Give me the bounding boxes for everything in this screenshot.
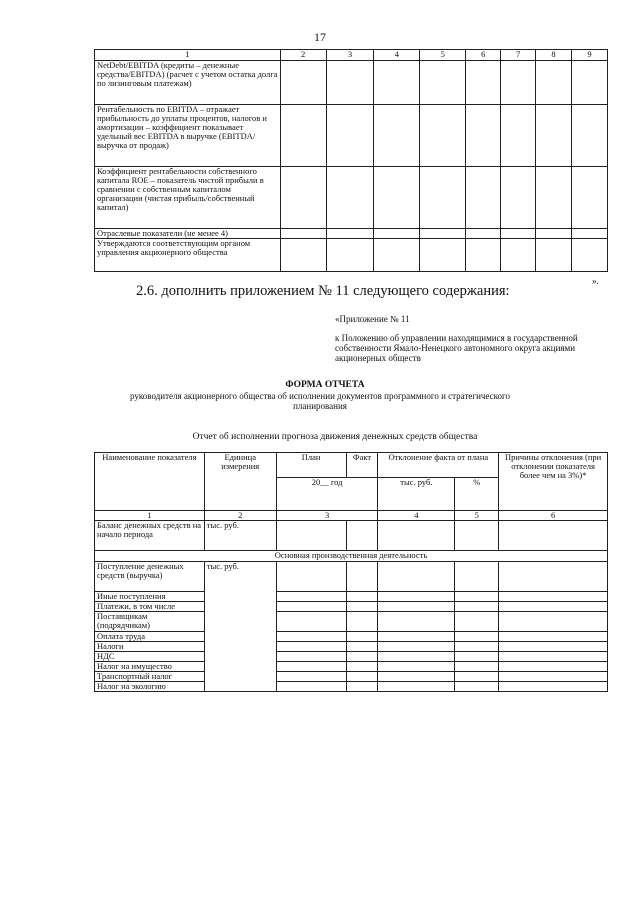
table-row <box>95 562 608 592</box>
form-title: ФОРМА ОТЧЕТА <box>285 380 365 390</box>
table-row <box>95 61 608 105</box>
table-row <box>95 229 608 239</box>
col-header: 9 <box>572 50 608 61</box>
row-label: Налог на экологию <box>95 682 205 692</box>
col-number: 4 <box>378 511 455 521</box>
row-label: Поступление денежных средств (выручка) <box>95 562 205 592</box>
row-label: НДС <box>95 652 205 662</box>
closing-quote: ». <box>592 276 599 286</box>
row-label: Платежи, в том числе <box>95 602 205 612</box>
table-row <box>95 592 608 602</box>
header-plan: План <box>276 453 346 478</box>
header-fact: Факт <box>346 453 378 478</box>
table-row <box>95 662 608 672</box>
table-row <box>95 682 608 692</box>
col-header: 1 <box>95 50 281 61</box>
row-label: Баланс денежных средств на начало периода <box>95 521 205 551</box>
appendix-title: «Приложение № 11 <box>335 314 410 324</box>
section-heading: 2.6. дополнить приложением № 11 следующего содержания: <box>136 283 510 299</box>
table-row <box>95 642 608 652</box>
table-row <box>95 602 608 612</box>
appendix-subtitle: к Положению об управлении находящимися в государственной собственности Ямало-Ненецкого автономного округа акциями акционерных обществ <box>335 333 578 363</box>
header-unit: Единица измерения <box>204 453 276 511</box>
col-number: 2 <box>204 511 276 521</box>
row-label: Налоги <box>95 642 205 652</box>
row-label: Транспортный налог <box>95 672 205 682</box>
table-header-row <box>95 453 608 478</box>
table-row <box>95 652 608 662</box>
report-title: Отчет об исполнении прогноза движения денежных средств общества <box>192 432 478 442</box>
col-header: 2 <box>280 50 326 61</box>
row-label: Поставщикам (подрядчикам) <box>95 612 205 632</box>
col-header: 3 <box>326 50 374 61</box>
header-name: Наименование показателя <box>95 453 205 511</box>
col-header: 8 <box>536 50 572 61</box>
row-label: Утверждаются соответствующим органом управления акционерного общества <box>95 239 281 272</box>
col-number: 1 <box>95 511 205 521</box>
row-label: Отраслевые показатели (не менее 4) <box>95 229 281 239</box>
indicators-table <box>94 49 608 272</box>
col-header: 7 <box>501 50 536 61</box>
row-unit: тыс. руб. <box>204 521 276 551</box>
row-label: Коэффициент рентабельности собственного капитала ROE – показатель чистой прибыли в сравнении с собственным капиталом организации (чистая прибыль/собственный капитал) <box>95 167 281 229</box>
col-number: 6 <box>499 511 608 521</box>
col-number: 5 <box>455 511 499 521</box>
row-label: Оплата труда <box>95 632 205 642</box>
table-row <box>95 672 608 682</box>
table-header-row <box>95 50 608 61</box>
header-rub: тыс. руб. <box>378 478 455 511</box>
col-header: 4 <box>374 50 420 61</box>
header-pct: % <box>455 478 499 511</box>
col-header: 5 <box>420 50 466 61</box>
form-subtitle: руководителя акционерного общества об исполнении документов программного и стратегического планирования <box>129 391 511 411</box>
row-label: Рентабельность по EBITDA – отражает прибыльность до уплаты процентов, налогов и амортизации – коэффициент показывает удельный вес EBITDA в выручке (EBITDA/выручка от продаж) <box>95 105 281 167</box>
table-row <box>95 632 608 642</box>
table-row <box>95 521 608 551</box>
page-number: 17 <box>314 30 326 44</box>
section-label: Основная производственная деятельность <box>95 551 608 562</box>
section-row <box>95 551 608 562</box>
cashflow-table <box>94 452 608 692</box>
col-header: 6 <box>466 50 501 61</box>
row-label: Налог на имущество <box>95 662 205 672</box>
table-row <box>95 105 608 167</box>
table-row <box>95 167 608 229</box>
row-unit: тыс. руб. <box>204 562 276 692</box>
table-row <box>95 239 608 272</box>
header-deviation: Отклонение факта от плана <box>378 453 499 478</box>
row-label: NetDebt/EBITDA (кредиты – денежные средства/EBITDA) (расчет с учетом остатка долга по лизинговым платежам) <box>95 61 281 105</box>
header-year: 20__ год <box>276 478 378 511</box>
row-label: Иные поступления <box>95 592 205 602</box>
table-number-row <box>95 511 608 521</box>
table-row <box>95 612 608 632</box>
col-number: 3 <box>276 511 378 521</box>
header-reason: Причины отклонения (при отклонении показателя более чем на 3%)* <box>499 453 608 511</box>
